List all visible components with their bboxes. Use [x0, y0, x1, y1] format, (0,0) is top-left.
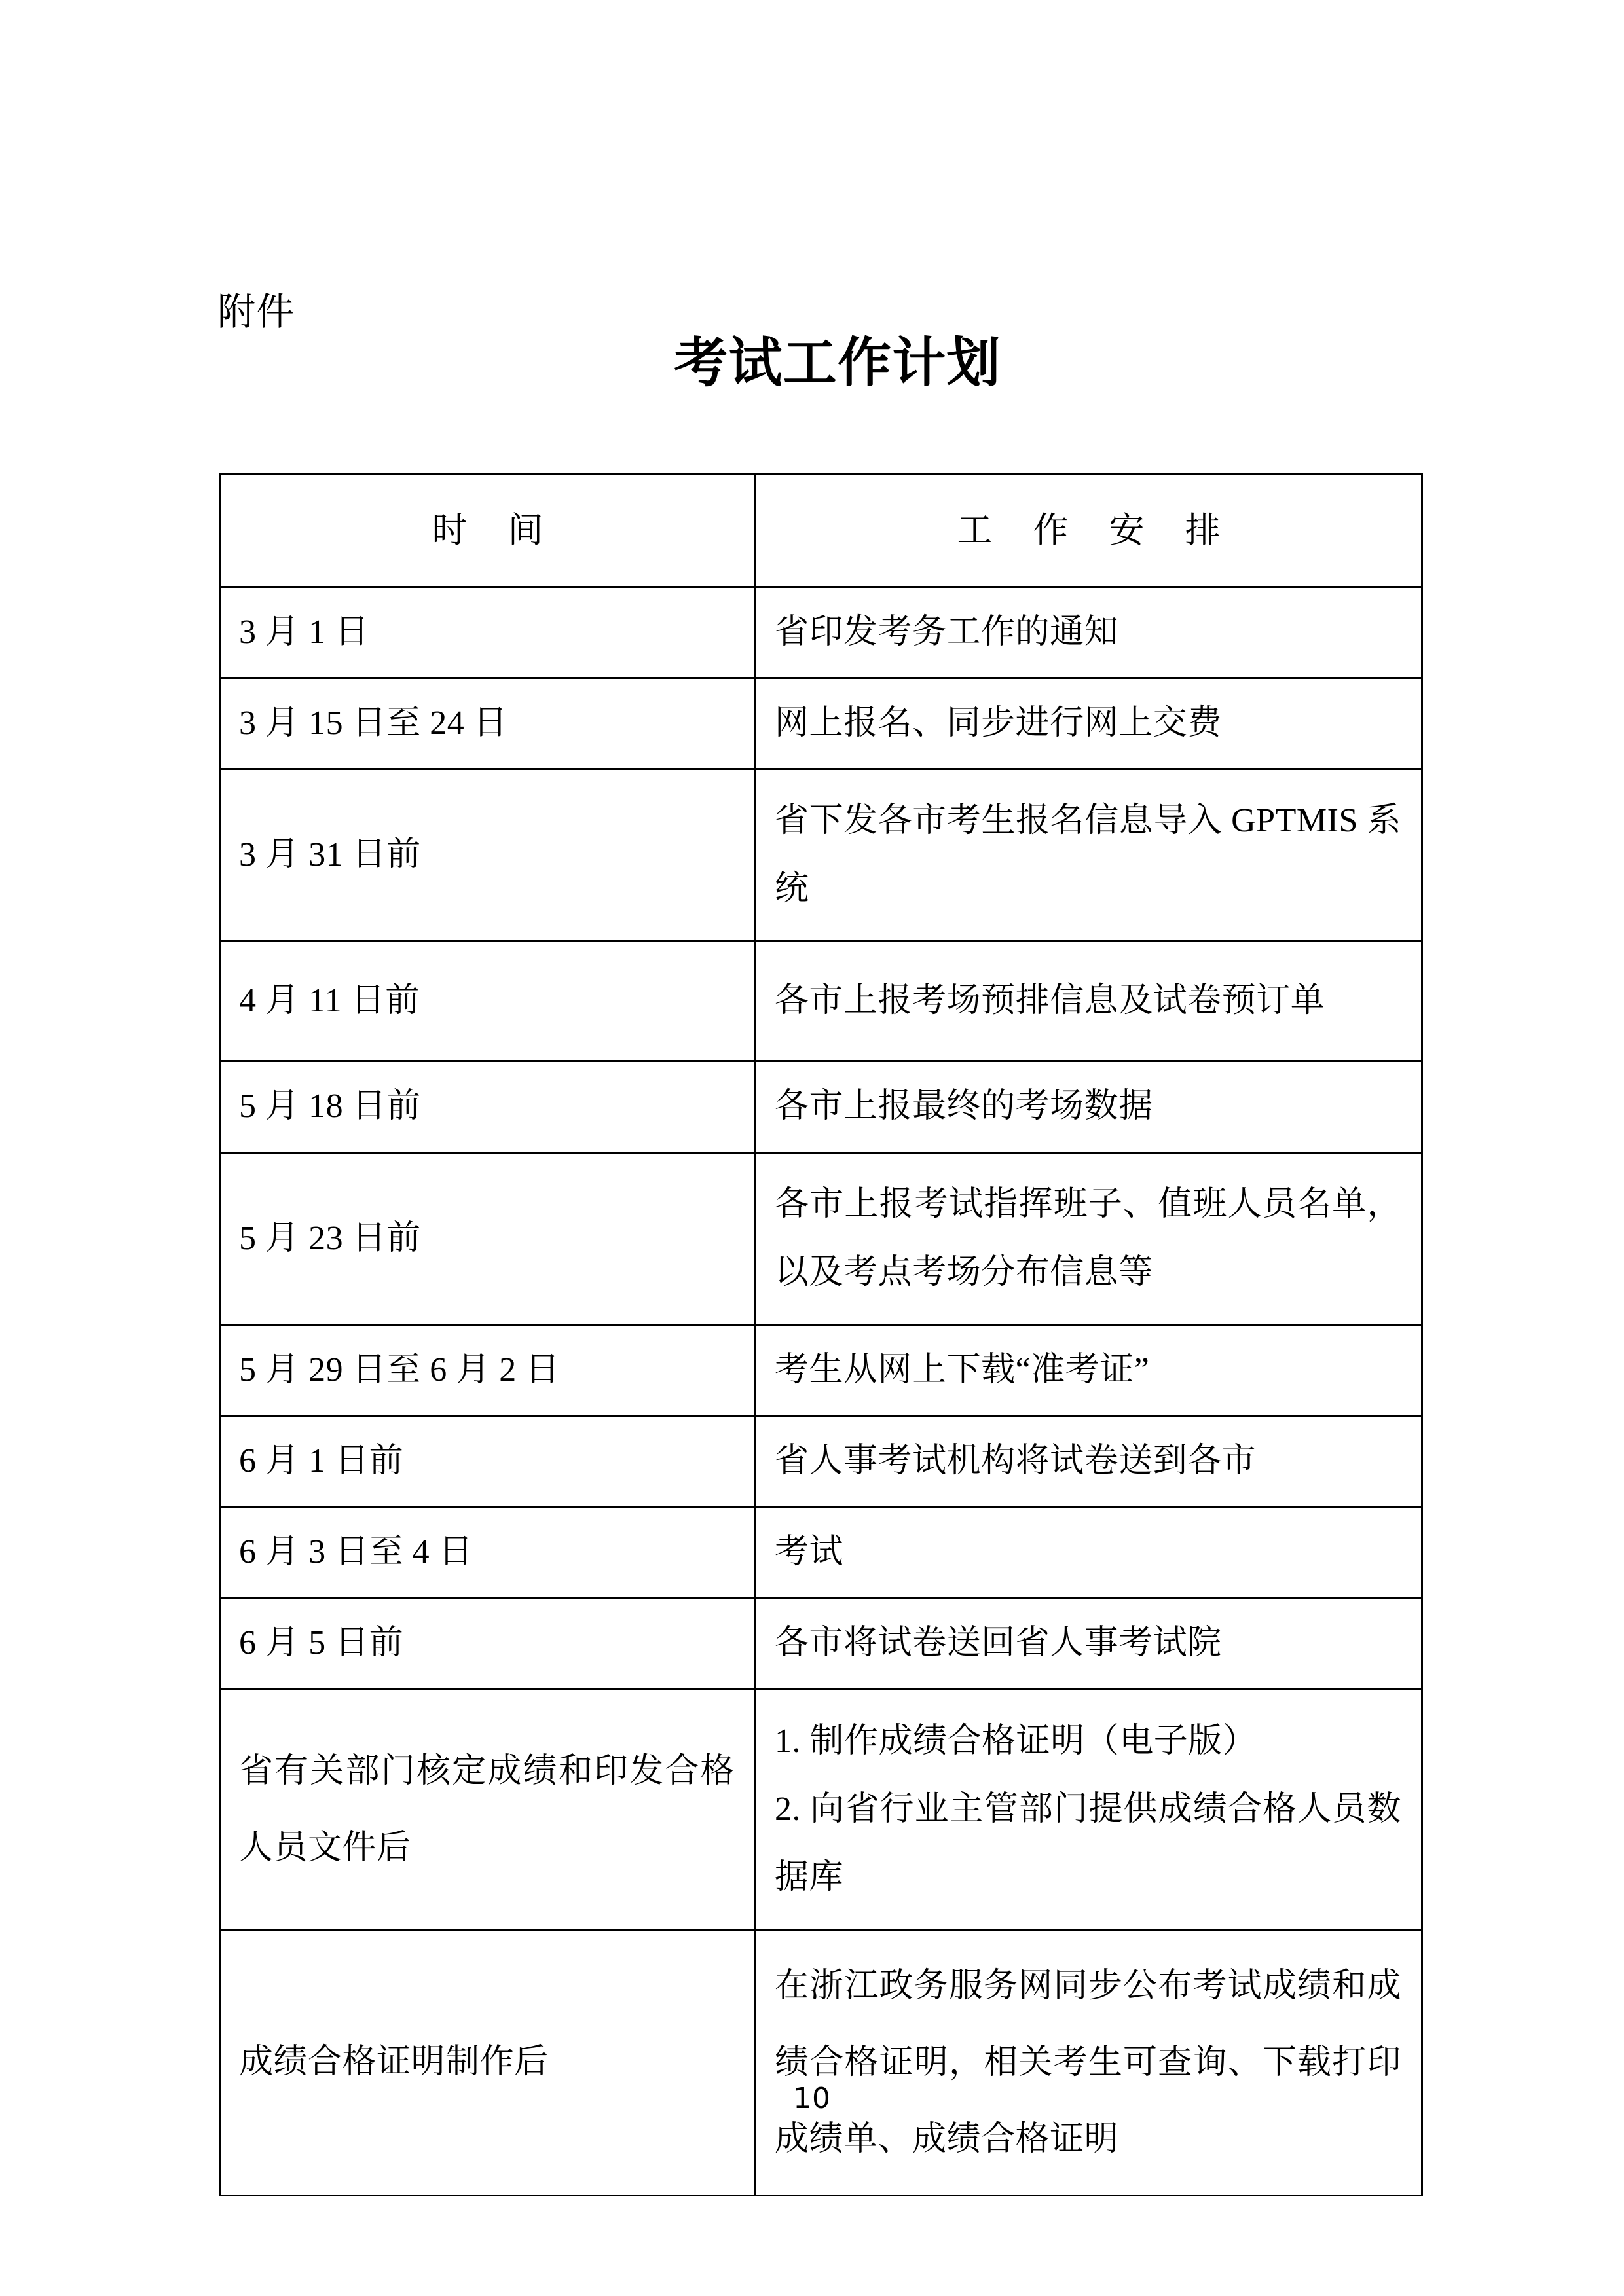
cell-work-line: 1. 制作成绩合格证明（电子版）	[775, 1722, 1257, 1760]
cell-time-text: 5 月 29 日至 6 月 2 日	[239, 1351, 560, 1389]
table-row	[220, 941, 1422, 1061]
page-title: 考试工作计划	[674, 332, 1001, 394]
cell-time	[220, 1598, 756, 1689]
cell-work	[756, 941, 1422, 1061]
cell-time	[220, 1061, 756, 1152]
cell-work-text	[756, 1690, 1421, 1929]
cell-work	[756, 1598, 1422, 1689]
cell-time-text: 3 月 1 日	[239, 613, 369, 651]
cell-time-text: 3 月 31 日前	[239, 836, 421, 874]
table-row	[220, 678, 1422, 769]
cell-work	[756, 1689, 1422, 1929]
page-number: 10	[793, 2082, 831, 2115]
table-row	[220, 1929, 1422, 2195]
cell-work-text: 省人事考试机构将试卷送到各市	[775, 1442, 1257, 1480]
attachment-label: 附件	[217, 291, 295, 333]
table-row	[220, 1415, 1422, 1506]
cell-time	[220, 1152, 756, 1324]
cell-time-text: 3 月 15 日至 24 日	[239, 704, 508, 742]
cell-work-text: 网上报名、同步进行网上交费	[775, 704, 1222, 742]
cell-work-text: 在浙江政务服务网同步公布考试成绩和成绩合格证明，相关考生可查询、下载打印成绩单、成绩合格证明	[775, 1967, 1401, 2158]
table-row	[220, 1152, 1422, 1324]
table-row	[220, 1598, 1422, 1689]
cell-work	[756, 1324, 1422, 1415]
cell-work-line: 2. 向省行业主管部门提供成绩合格人员数据库	[775, 1790, 1401, 1896]
cell-time	[220, 1507, 756, 1598]
table-row	[220, 587, 1422, 678]
cell-work-text: 省印发考务工作的通知	[775, 613, 1119, 651]
cell-work-text: 各市上报最终的考场数据	[775, 1087, 1153, 1125]
cell-time	[220, 1415, 756, 1506]
column-header-work: 工 作 安 排	[756, 474, 1422, 587]
cell-work-text: 考生从网上下载“准考证”	[775, 1351, 1150, 1389]
cell-work-text: 各市上报考场预排信息及试卷预订单	[775, 982, 1325, 1020]
cell-time	[220, 1324, 756, 1415]
cell-time-text: 省有关部门核定成绩和印发合格人员文件后	[239, 1752, 735, 1867]
cell-time-text: 5 月 23 日前	[239, 1219, 421, 1257]
table-row	[220, 1324, 1422, 1415]
cell-time-text: 6 月 1 日前	[239, 1442, 404, 1480]
cell-time-text: 5 月 18 日前	[239, 1087, 421, 1125]
cell-work-text: 省下发各市考生报名信息导入 GPTMIS 系统	[775, 802, 1401, 908]
cell-time	[220, 769, 756, 941]
cell-work-text: 各市上报考试指挥班子、值班人员名单，以及考点考场分布信息等	[775, 1185, 1401, 1291]
cell-work	[756, 1929, 1422, 2195]
cell-work	[756, 1507, 1422, 1598]
table-row	[220, 1507, 1422, 1598]
cell-time	[220, 1689, 756, 1929]
table-row	[220, 1061, 1422, 1152]
cell-time	[220, 678, 756, 769]
table-header-row	[220, 474, 1422, 587]
cell-time	[220, 1929, 756, 2195]
cell-work	[756, 1415, 1422, 1506]
table-row	[220, 1689, 1422, 1929]
cell-time-text: 6 月 3 日至 4 日	[239, 1533, 473, 1571]
cell-work-text: 考试	[775, 1533, 844, 1571]
cell-time-text: 成绩合格证明制作后	[239, 2043, 549, 2081]
cell-work	[756, 678, 1422, 769]
cell-work	[756, 1152, 1422, 1324]
cell-work	[756, 587, 1422, 678]
cell-time	[220, 587, 756, 678]
cell-time	[220, 941, 756, 1061]
column-header-time: 时 间	[220, 474, 756, 587]
exam-work-plan-table	[219, 473, 1423, 2196]
table-row	[220, 769, 1422, 941]
cell-work	[756, 1061, 1422, 1152]
cell-work	[756, 769, 1422, 941]
cell-work-text: 各市将试卷送回省人事考试院	[775, 1624, 1222, 1662]
cell-time-text: 4 月 11 日前	[239, 982, 420, 1020]
cell-time-text: 6 月 5 日前	[239, 1624, 404, 1662]
